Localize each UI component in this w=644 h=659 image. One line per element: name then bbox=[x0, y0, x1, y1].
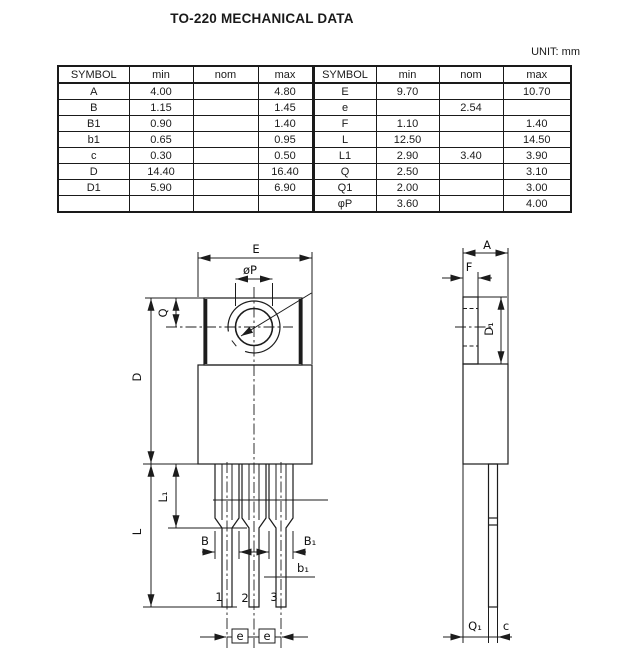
table-cell: 3.10 bbox=[503, 164, 571, 180]
table-cell: L bbox=[313, 132, 376, 148]
table-cell: b1 bbox=[58, 132, 129, 148]
table-cell: 3.90 bbox=[503, 148, 571, 164]
column-header: min bbox=[376, 66, 439, 83]
table-cell: 1.40 bbox=[258, 116, 313, 132]
column-header: max bbox=[258, 66, 313, 83]
table-cell: L1 bbox=[313, 148, 376, 164]
dim-label-F: F bbox=[465, 260, 473, 274]
table-cell: A bbox=[58, 83, 129, 100]
table-cell: 1.40 bbox=[503, 116, 571, 132]
table-cell: 1.15 bbox=[129, 100, 193, 116]
unit-label: UNIT: mm bbox=[531, 46, 580, 58]
table-cell: e bbox=[313, 100, 376, 116]
dim-label-E: E bbox=[252, 242, 260, 256]
dim-label-L: L bbox=[130, 528, 144, 536]
table-cell: D1 bbox=[58, 180, 129, 196]
page-title: TO-220 MECHANICAL DATA bbox=[170, 11, 354, 26]
table-cell: 2.54 bbox=[439, 100, 503, 116]
dim-label-B: B bbox=[201, 534, 209, 548]
table-cell: 10.70 bbox=[503, 83, 571, 100]
pin-number-1: 1 bbox=[215, 590, 223, 604]
table-cell: E bbox=[313, 83, 376, 100]
column-header: nom bbox=[439, 66, 503, 83]
table-cell: c bbox=[58, 148, 129, 164]
dim-label-phiP: øP bbox=[243, 263, 257, 277]
table-cell: 2.90 bbox=[376, 148, 439, 164]
table-cell: 1.10 bbox=[376, 116, 439, 132]
front-view bbox=[130, 242, 328, 648]
table-cell: 12.50 bbox=[376, 132, 439, 148]
column-header: max bbox=[503, 66, 571, 83]
dim-label-e1: e bbox=[236, 629, 244, 643]
table-cell: D bbox=[58, 164, 129, 180]
table-cell: 0.90 bbox=[129, 116, 193, 132]
dim-label-B1: B₁ bbox=[303, 534, 317, 548]
table-cell: 2.50 bbox=[376, 164, 439, 180]
dim-label-c: c bbox=[502, 619, 510, 633]
table-cell: 3.00 bbox=[503, 180, 571, 196]
table-cell: B bbox=[58, 100, 129, 116]
pin-number-2: 2 bbox=[241, 591, 249, 605]
table-cell: 0.65 bbox=[129, 132, 193, 148]
dim-label-A: A bbox=[483, 238, 491, 252]
table-cell: 16.40 bbox=[258, 164, 313, 180]
dim-label-e2: e bbox=[263, 629, 271, 643]
column-header: SYMBOL bbox=[313, 66, 376, 83]
table-cell: 1.45 bbox=[258, 100, 313, 116]
column-header: SYMBOL bbox=[58, 66, 129, 83]
dim-label-b1: b₁ bbox=[297, 561, 309, 575]
table-cell: 3.60 bbox=[376, 196, 439, 213]
table-cell: 2.00 bbox=[376, 180, 439, 196]
table-cell: 3.40 bbox=[439, 148, 503, 164]
table-cell: φP bbox=[313, 196, 376, 213]
side-dimension-lines bbox=[442, 248, 512, 643]
dim-label-L1: L₁ bbox=[156, 491, 170, 503]
table-cell: 0.30 bbox=[129, 148, 193, 164]
dim-label-Q: Q bbox=[156, 308, 170, 318]
table-cell: 0.50 bbox=[258, 148, 313, 164]
table-cell: 4.00 bbox=[503, 196, 571, 213]
table-cell: B1 bbox=[58, 116, 129, 132]
table-cell: 0.95 bbox=[258, 132, 313, 148]
table-cell: F bbox=[313, 116, 376, 132]
table-cell: 4.80 bbox=[258, 83, 313, 100]
table-cell: Q bbox=[313, 164, 376, 180]
dim-label-D1: D₁ bbox=[482, 322, 496, 336]
table-cell: 14.40 bbox=[129, 164, 193, 180]
table-cell: 5.90 bbox=[129, 180, 193, 196]
package-outline bbox=[198, 298, 312, 464]
front-dim-labels bbox=[130, 242, 316, 643]
table-cell: 9.70 bbox=[376, 83, 439, 100]
table-cell: Q1 bbox=[313, 180, 376, 196]
table-cell: 6.90 bbox=[258, 180, 313, 196]
dim-label-D: D bbox=[130, 372, 144, 382]
column-header: nom bbox=[193, 66, 258, 83]
table-cell: 14.50 bbox=[503, 132, 571, 148]
side-view bbox=[442, 238, 512, 643]
column-header: min bbox=[129, 66, 193, 83]
table-cell: 4.00 bbox=[129, 83, 193, 100]
pin-number-3: 3 bbox=[270, 590, 278, 604]
dim-label-Q1: Q₁ bbox=[468, 619, 482, 633]
